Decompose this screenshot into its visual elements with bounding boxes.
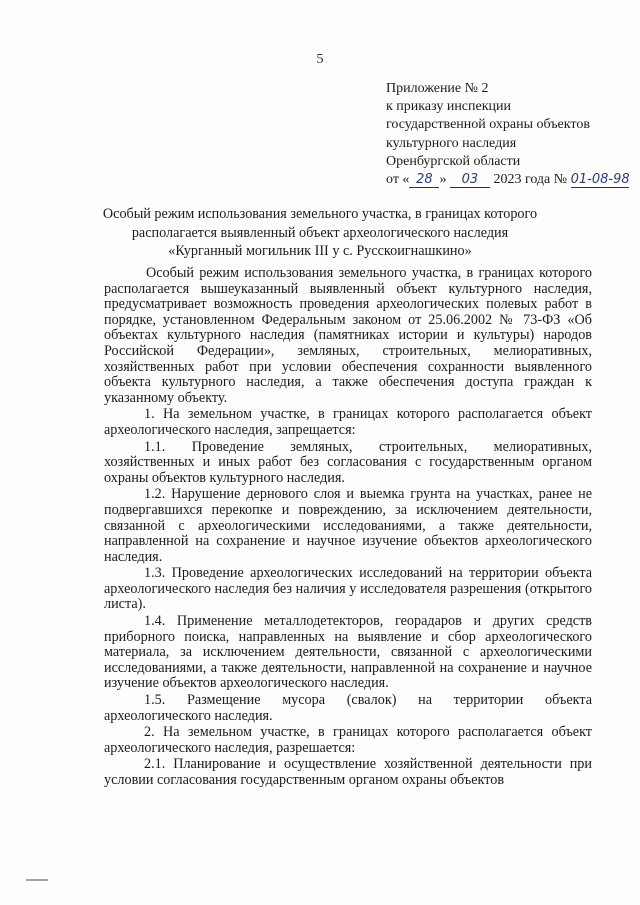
document-title: Особый режим использования земельного участка, в границах которого располагается выявленный объект археологического наследия «Курганный могильник III у с. Русскоигнашкино»: [102, 206, 538, 259]
paragraph-item-2-1: 2.1. Планирование и осуществление хозяйственной деятельности при условии согласования государственным органом охраны объектов: [104, 756, 592, 788]
handwritten-day: 28: [409, 173, 439, 188]
date-year: 2023 года №: [489, 172, 571, 188]
paragraph-item-1-1: 1.1. Проведение земляных, строительных, мелиоративных, хозяйственных и иных работ без согласования с государственным органом охраны объектов культурного наследия.: [104, 438, 592, 486]
document-body: [104, 266, 592, 790]
appendix-line-3: государственной охраны объектов: [386, 117, 590, 133]
paragraph-section-2: 2. На земельном участке, в границах которого располагается объект археологического наследия, разрешается:: [104, 724, 592, 756]
appendix-line-4: культурного наследия: [386, 135, 517, 151]
paragraph-intro: Особый режим использования земельного участка, в границах которого располагается вышеуказанный выявленный объект культурного наследия, предусматривает возможность проведения археологических полевых работ в порядке, установленном Федеральным законом от 25.06.2002 № 73-ФЗ «Об объектах культурного наследия (памятниках истории и культуры) народов Российской Федерации», земляных, строительных, мелиоративных, хозяйственных работ при условии обеспечения сохранности выявленного объекта культурного наследия, а также обеспечения доступа граждан к указанному объекту.: [104, 265, 592, 406]
paragraph-item-1-4: 1.4. Применение металлодетекторов, георадаров и других средств приборного поиска, направленных на выявление и сбор археологического материала, за исключением деятельности, связанной с археологическими исследованиями, а также деятельности, направленной на сохранение и научное изучение объектов археологического наследия.: [104, 613, 592, 692]
handwritten-month: 03: [450, 173, 490, 188]
appendix-date-line: [386, 171, 630, 189]
appendix-header: [386, 80, 630, 189]
handwritten-order-number: 01-08-98: [570, 172, 630, 188]
scan-mark: [26, 879, 48, 881]
paragraph-item-1-5: 1.5. Размещение мусора (свалок) на территории объекта археологического наследия.: [104, 692, 592, 724]
date-separator: »: [439, 172, 450, 188]
page-number: 5: [316, 52, 324, 67]
appendix-line-5: Оренбургской области: [386, 153, 521, 169]
paragraph-item-1-3: 1.3. Проведение археологических исследований на территории объекта археологического наследия без наличия у исследователя разрешения (открытого листа).: [104, 565, 592, 613]
appendix-line-2: к приказу инспекции: [386, 99, 512, 115]
date-prefix: от «: [386, 172, 410, 188]
appendix-line-1: Приложение № 2: [386, 81, 489, 96]
paragraph-section-1: 1. На земельном участке, в границах которого располагается объект археологического наследия, запрещается:: [104, 406, 592, 438]
paragraph-item-1-2: 1.2. Нарушение дернового слоя и выемка грунта на участках, ранее не подвергавшихся перекопке и повреждению, за исключением деятельности, связанной с археологическими исследованиями, а также деятельности, направленной на сохранение и научное изучение объектов археологического наследия.: [104, 486, 592, 565]
